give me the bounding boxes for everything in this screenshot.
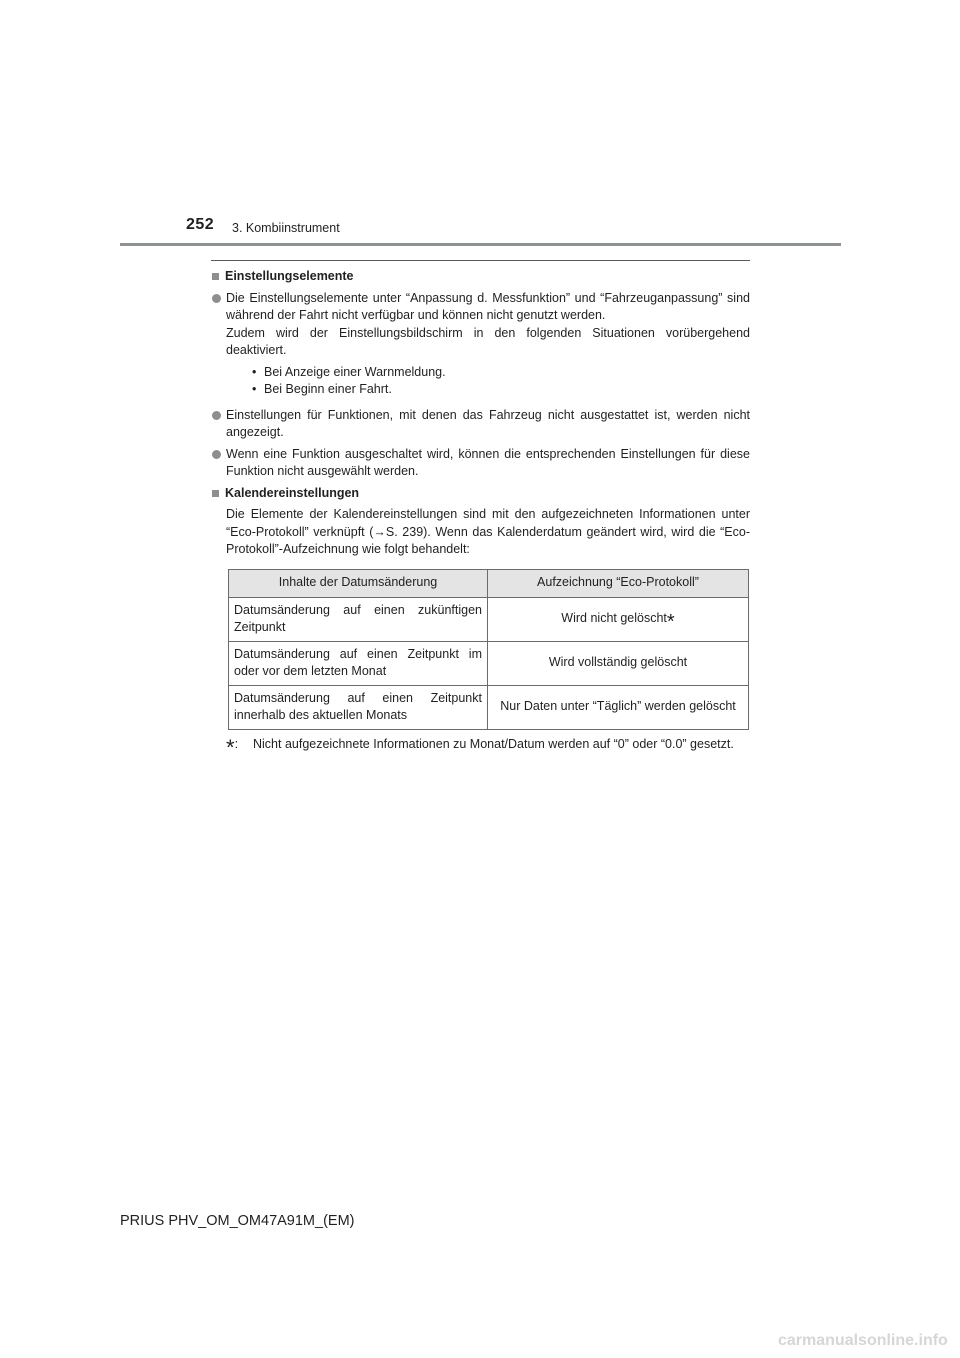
- asterisk-mark: *: [226, 734, 235, 760]
- section-heading-text: Einstellungselemente: [225, 269, 354, 283]
- paragraph: Einstellungen für Funktionen, mit denen das Fahrzeug nicht ausgestattet ist, werden nicht angezeigt.: [226, 407, 750, 439]
- circle-bullet-icon: [212, 450, 221, 459]
- sub-list: [252, 364, 750, 399]
- table-cell: Nur Daten unter “Täglich” werden gelöscht: [488, 685, 749, 729]
- intro-paragraph: Die Elemente der Kalendereinstellungen sind mit den aufgezeichneten Informationen unter “Eco-Protokoll” verknüpft (→S. 239). Wenn das Kalenderdatum geändert wird, wird die “Eco-Protokoll”-Aufzeichnung wie folgt behandelt:: [226, 507, 750, 556]
- calendar-table: [228, 569, 749, 730]
- table-header-row: [229, 569, 749, 597]
- paragraph: Wenn eine Funktion ausgeschaltet wird, können die entsprechenden Einstellungen für diese Funktion nicht ausgewählt werden.: [226, 446, 750, 478]
- circle-bullet-icon: [212, 294, 221, 303]
- table-header-cell: Inhalte der Datumsänderung: [229, 569, 488, 597]
- footnote: [212, 734, 750, 760]
- circle-bullet-icon: [212, 411, 221, 420]
- table-row: [229, 685, 749, 729]
- footnote-colon: :: [234, 736, 239, 751]
- table-row: [229, 641, 749, 685]
- square-bullet-icon: [212, 490, 219, 497]
- list-item: [212, 407, 750, 442]
- table-row: [229, 597, 749, 641]
- section-heading-calendar: [212, 485, 750, 503]
- footnote-text: Nicht aufgezeichnete Informationen zu Monat/Datum werden auf “0” oder “0.0” gesetzt.: [253, 736, 734, 751]
- table-cell: [488, 597, 749, 641]
- section-heading-text: Kalendereinstellungen: [225, 485, 360, 500]
- table-cell: Datumsänderung auf einen zukünftigen Zeitpunkt: [229, 597, 488, 641]
- section-heading-settings: [212, 268, 750, 286]
- sub-list-text: Bei Anzeige einer Warnmeldung.: [264, 364, 446, 379]
- asterisk-mark: *: [666, 611, 675, 634]
- paragraph: Zudem wird der Einstellungsbildschirm in den folgenden Situationen vorübergehend deaktiviert.: [226, 325, 750, 357]
- chapter-title: 3. Kombiinstrument: [232, 221, 340, 235]
- watermark-text: carmanualsonline.info: [778, 1332, 948, 1349]
- list-item: [212, 446, 750, 481]
- header-rule: [120, 243, 841, 246]
- paragraph: Die Einstellungselemente unter “Anpassung d. Messfunktion” und “Fahrzeuganpassung” sind während der Fahrt nicht verfügbar und können nicht genutzt werden.: [226, 290, 750, 322]
- table-cell: Datumsänderung auf einen Zeitpunkt innerhalb des aktuellen Monats: [229, 685, 488, 729]
- table-header-cell: Aufzeichnung “Eco-Protokoll”: [488, 569, 749, 597]
- square-bullet-icon: [212, 273, 219, 280]
- list-item: [212, 290, 750, 403]
- page-number: 252: [186, 216, 215, 233]
- section-rule: [211, 260, 750, 261]
- sub-list-text: Bei Beginn einer Fahrt.: [264, 382, 392, 396]
- table-cell-text: Wird nicht gelöscht: [561, 611, 667, 626]
- table-cell: Datumsänderung auf einen Zeitpunkt im oder vor dem letzten Monat: [229, 641, 488, 685]
- page-content: [212, 268, 750, 760]
- footnote-mark: [226, 734, 253, 760]
- sub-list-item: • Bei Beginn einer Fahrt.: [252, 381, 750, 399]
- table-cell: Wird vollständig gelöscht: [488, 641, 749, 685]
- sub-list-item: • Bei Anzeige einer Warnmeldung.: [252, 364, 750, 382]
- document-id: PRIUS PHV_OM_OM47A91M_(EM): [120, 1213, 355, 1229]
